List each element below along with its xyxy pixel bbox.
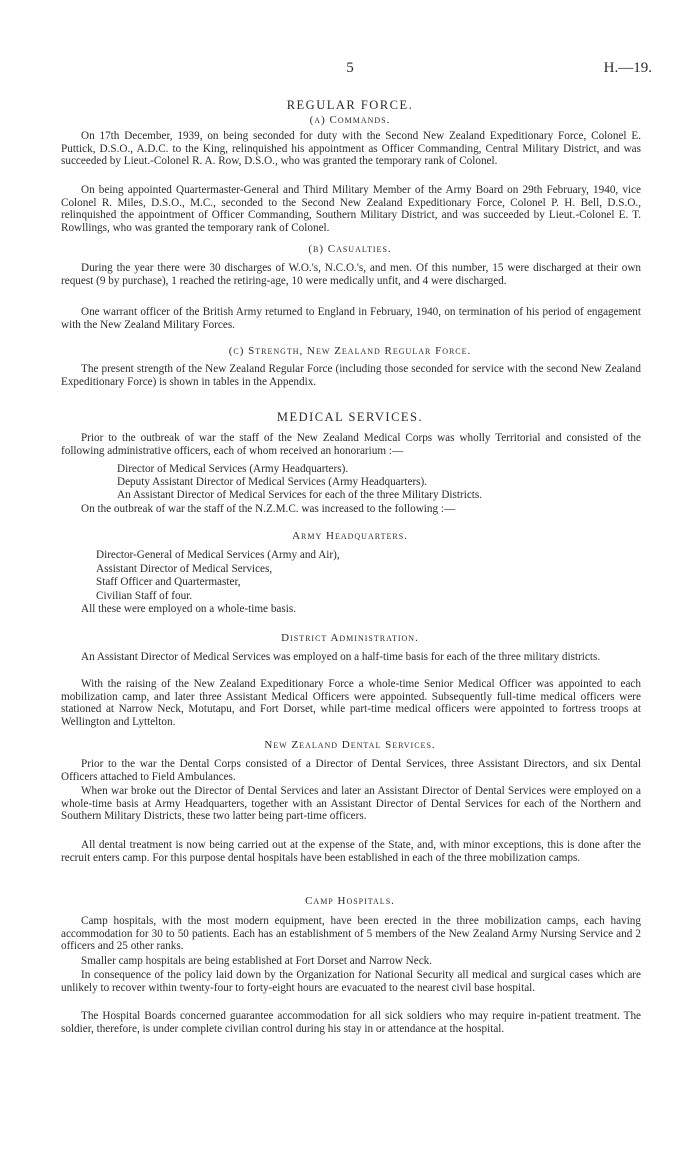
list-item: Assistant Director of Medical Services, [96, 563, 273, 575]
paragraph-dental-2: When war broke out the Director of Dental Services and later an Assistant Director of Dental Services were employed on a whole-time basis at Army Headquarters, together with an Assistant Director of Dental Services for each of the Northern and Southern Military Districts, these two latter being part-time officers. [61, 785, 641, 823]
page-number: 5 [346, 60, 354, 76]
paragraph-dental-1: Prior to the war the Dental Corps consisted of a Director of Dental Services, three Assistant Directors, and six Dental Officers attached to Field Ambulances. [61, 758, 641, 783]
paragraph-dental-3: All dental treatment is now being carried out at the expense of the State, and, with minor exceptions, this is done after the recruit enters camp. For this purpose dental hospitals have been established in each of the three mobilization camps. [61, 839, 641, 864]
subheading-army-headquarters: Army Headquarters. [292, 530, 408, 542]
subheading-casualties: (b) Casualties. [308, 243, 392, 255]
paragraph-whole-time: All these were employed on a whole-time basis. [81, 603, 296, 615]
subheading-commands: (a) Commands. [309, 114, 391, 126]
section-title-regular-force: REGULAR FORCE. [286, 98, 414, 112]
paragraph-medical-intro: Prior to the outbreak of war the staff of the New Zealand Medical Corps was wholly Territorial and consisted of the following administrative officers, each of whom received an honorarium :— [61, 432, 641, 457]
subheading-dental-services: New Zealand Dental Services. [264, 739, 436, 751]
list-item: Civilian Staff of four. [96, 590, 193, 602]
subheading-strength: (c) Strength, New Zealand Regular Force. [228, 345, 472, 357]
paragraph-casualties-1: During the year there were 30 discharges of W.O.'s, N.C.O.'s, and men. Of this number, 15 were discharged at their own request (9 by purchase), 1 reached the retiring-age, 10 were medically unfit, and 4 were discharged. [61, 262, 641, 287]
paragraph-commands-2: On being appointed Quartermaster-General and Third Military Member of the Army Board on 29th February, 1940, vice Colonel R. Miles, D.S.O., M.C., seconded to the Second New Zealand Expeditionary Force, Colonel P. H. Bell, D.S.O., relinquished the appointment of Officer Commanding, Southern Military District, and was succeeded by Lieut.-Colonel E. T. Rowllings, who was granted the temporary rank of Colonel. [61, 184, 641, 235]
paragraph-camp-3: In consequence of the policy laid down by the Organization for National Security all medical and surgical cases which are unlikely to recover within twenty-four to forty-eight hours are evacuated to the nearest civil base hospital. [61, 969, 641, 994]
paragraph-camp-2: Smaller camp hospitals are being established at Fort Dorset and Narrow Neck. [81, 955, 433, 967]
paragraph-district-1: An Assistant Director of Medical Services was employed on a half-time basis for each of the three military districts. [81, 651, 601, 663]
paragraph-casualties-2: One warrant officer of the British Army returned to England in February, 1940, on termination of his period of engagement with the New Zealand Military Forces. [61, 306, 641, 331]
paragraph-strength: The present strength of the New Zealand Regular Force (including those seconded for service with the second New Zealand Expeditionary Force) is shown in tables in the Appendix. [61, 363, 641, 388]
paragraph-outbreak: On the outbreak of war the staff of the N.Z.M.C. was increased to the following :— [81, 503, 456, 515]
paragraph-district-2: With the raising of the New Zealand Expeditionary Force a whole-time Senior Medical Officer was appointed to each mobilization camp, and later three Assistant Medical Officers were appointed. Subsequently full-time medical officers were stationed at Narrow Neck, Motutapu, and Fort Dorset, while part-time medical officers were appointed to fortress troops at Wellington and Lyttelton. [61, 678, 641, 729]
document-reference: H.—19. [603, 60, 652, 76]
list-item: Director-General of Medical Services (Army and Air), [96, 549, 340, 561]
list-item: Deputy Assistant Director of Medical Services (Army Headquarters). [117, 476, 428, 488]
list-item: An Assistant Director of Medical Services for each of the three Military Districts. [117, 489, 483, 501]
section-title-medical-services: MEDICAL SERVICES. [276, 410, 424, 424]
paragraph-commands-1: On 17th December, 1939, on being seconded for duty with the Second New Zealand Expeditionary Force, Colonel E. Puttick, D.S.O., A.D.C. to the King, relinquished his appointment as Officer Commanding, Central Military District, and was succeeded by Lieut.-Colonel R. A. Row, D.S.O., who was granted the temporary rank of Colonel. [61, 130, 641, 168]
list-item: Director of Medical Services (Army Headquarters). [117, 463, 349, 475]
paragraph-camp-4: The Hospital Boards concerned guarantee accommodation for all sick soldiers who may require in-patient treatment. The soldier, therefore, is under complete civilian control during his stay in or attendance at the hospital. [61, 1010, 641, 1035]
list-item: Staff Officer and Quartermaster, [96, 576, 241, 588]
subheading-district-administration: District Administration. [281, 632, 419, 644]
subheading-camp-hospitals: Camp Hospitals. [305, 895, 395, 907]
paragraph-camp-1: Camp hospitals, with the most modern equipment, have been erected in the three mobilization camps, each having accommodation for 30 to 50 patients. Each has an establishment of 5 members of the New Zealand Army Nursing Service and 2 officers and 25 other ranks. [61, 915, 641, 953]
